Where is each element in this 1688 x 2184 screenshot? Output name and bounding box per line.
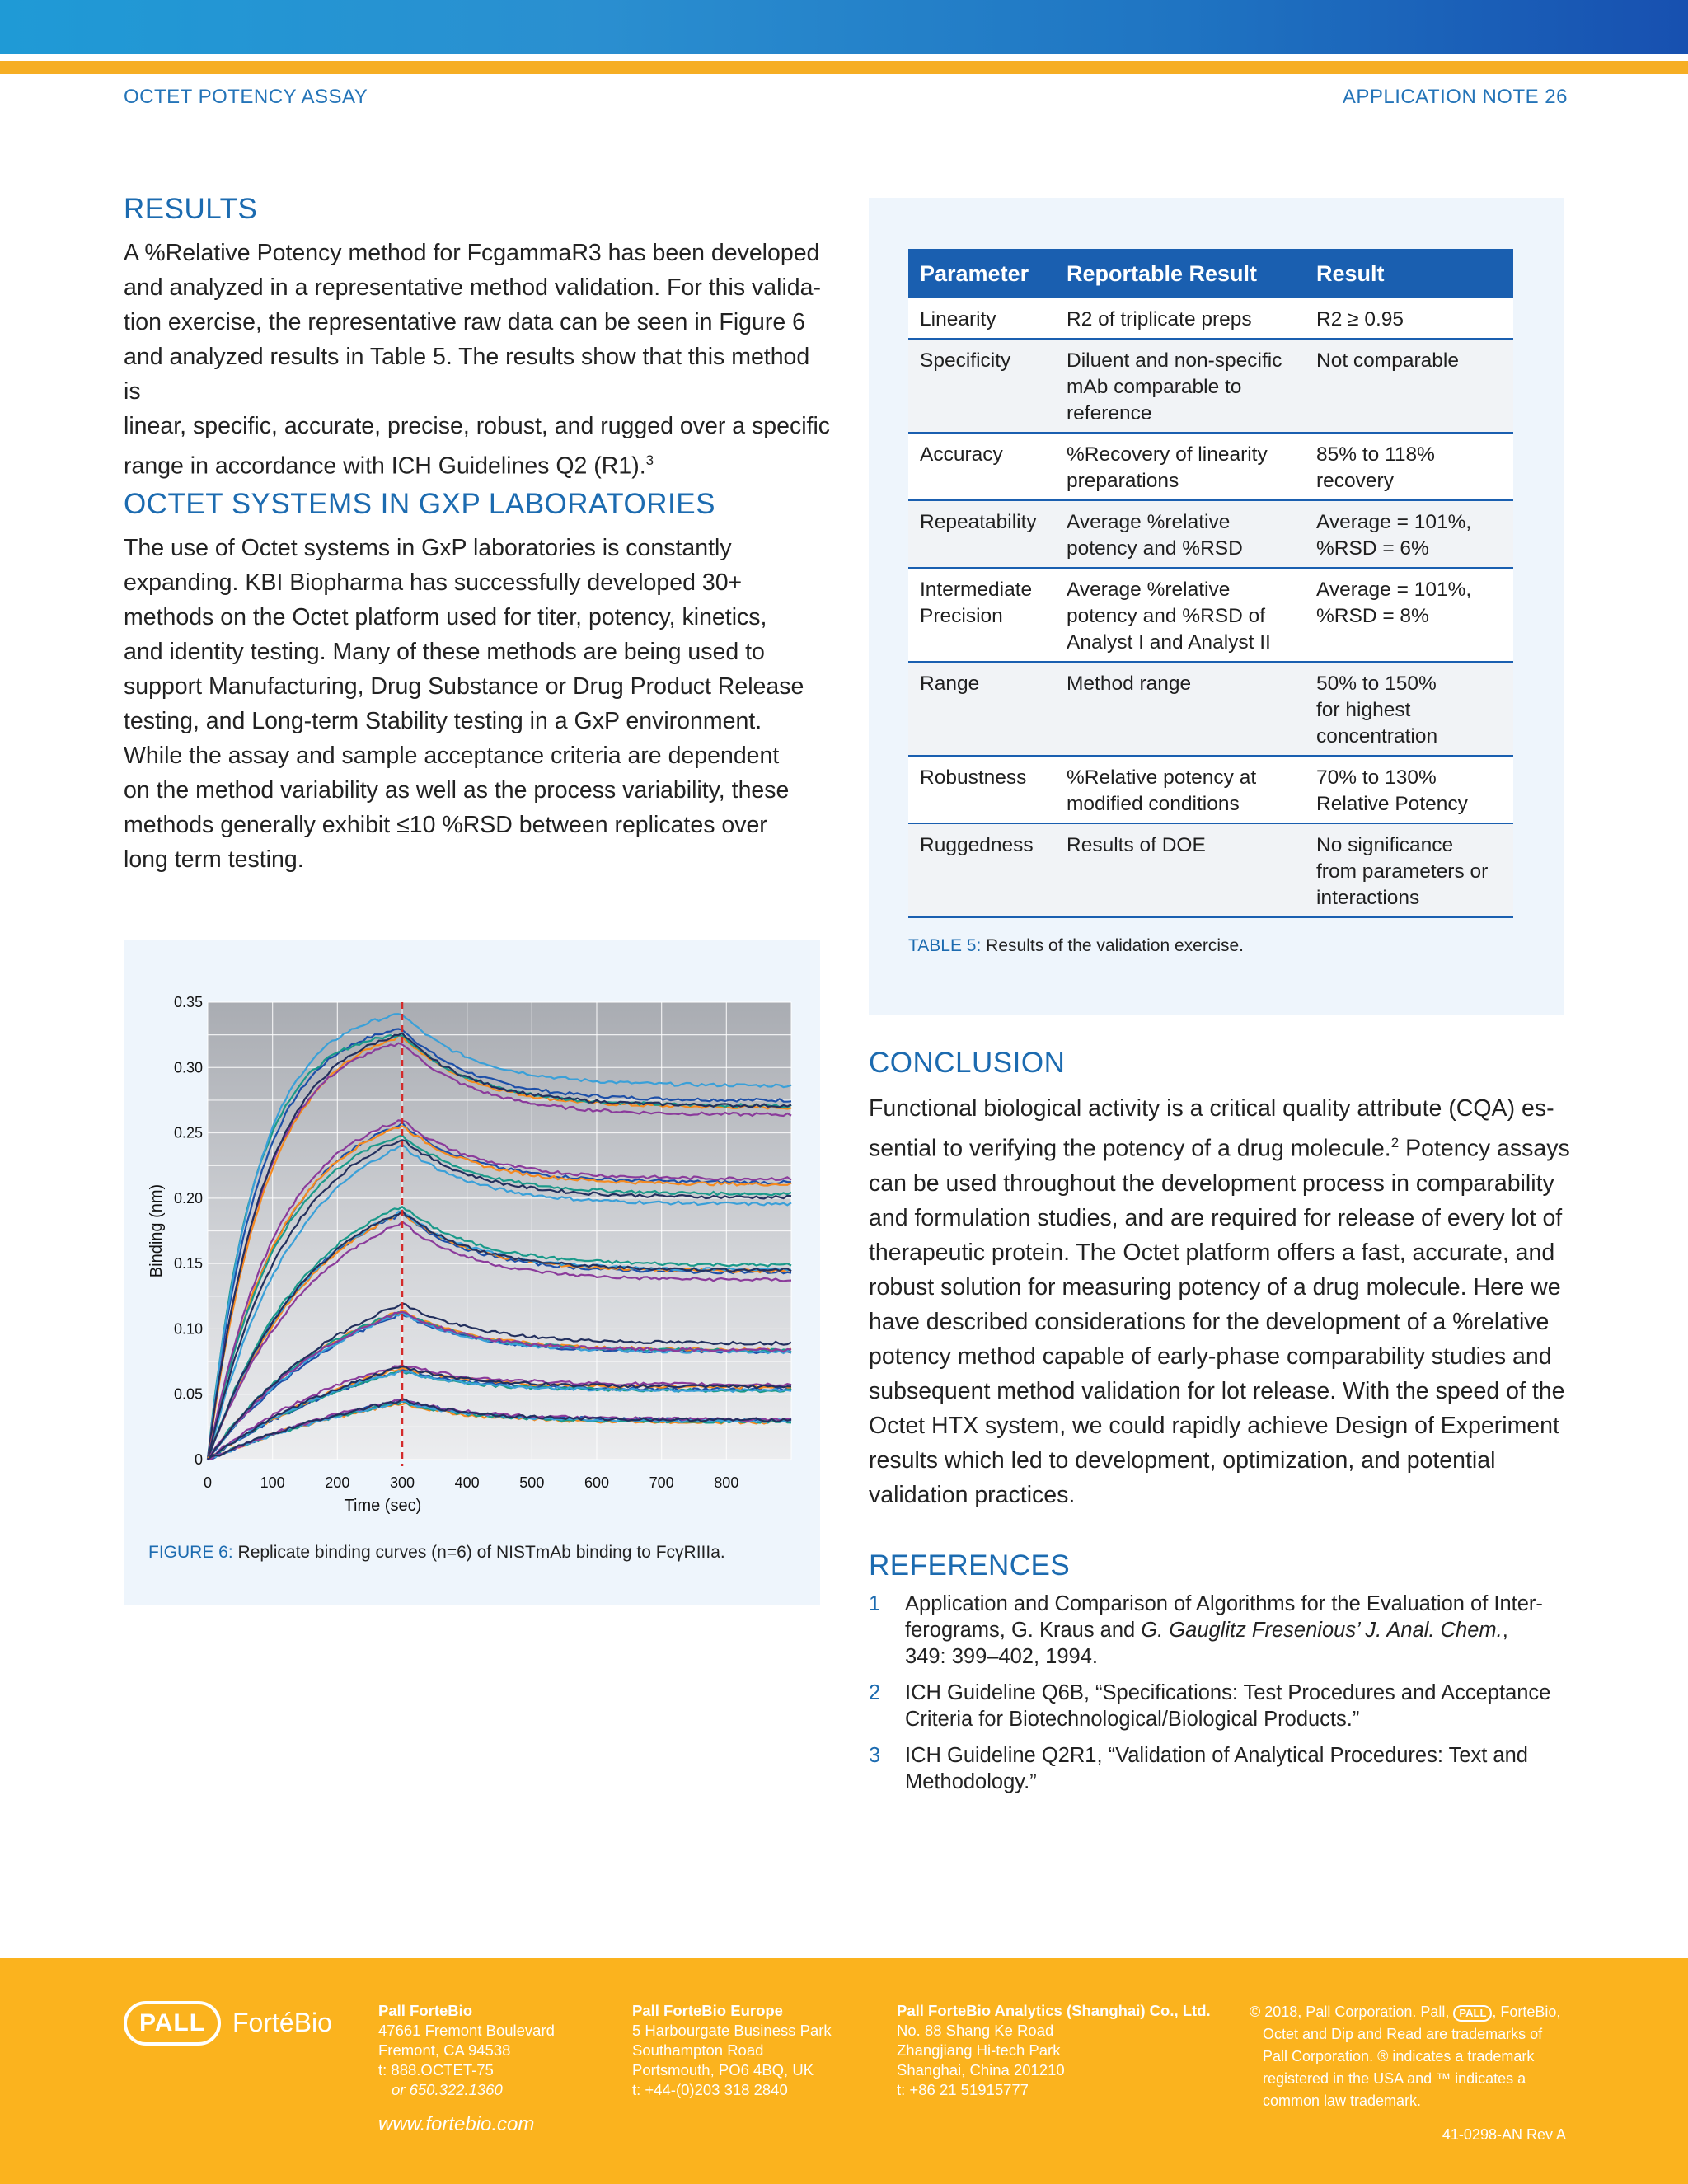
- conclusion-line: have described considerations for the development of a %relative: [869, 1308, 1550, 1335]
- gxp-line: on the method variability as well as the process variability, these: [124, 777, 790, 804]
- y-axis-label: Binding (nm): [148, 1183, 166, 1278]
- figure-panel: [124, 940, 820, 1605]
- table-cell-line: mAb comparable to: [1067, 376, 1242, 398]
- table-cell-line: Intermediate: [920, 579, 1033, 601]
- table-cell-line: Range: [920, 673, 980, 695]
- table-cell-line: R2 ≥ 0.95: [1316, 308, 1404, 330]
- results-heading: RESULTS: [124, 193, 258, 225]
- column-header: Reportable Result: [1055, 249, 1305, 298]
- gxp-line: While the assay and sample acceptance criteria are dependent: [124, 743, 780, 769]
- table-cell-line: Results of DOE: [1067, 834, 1206, 856]
- reference-line: ICH Guideline Q6B, “Specifications: Test Procedures and Acceptance: [905, 1681, 1551, 1704]
- table-cell-reportable: [1055, 568, 1305, 662]
- table-cell-line: Average %relative: [1067, 511, 1231, 533]
- reference-item: [869, 1591, 1578, 1670]
- results-paragraph: [124, 236, 832, 484]
- column-header: Parameter: [908, 249, 1055, 298]
- table-cell-line: 85% to 118%: [1316, 443, 1435, 466]
- column-header: Result: [1305, 249, 1513, 298]
- table-cell-line: %Recovery of linearity: [1067, 443, 1268, 466]
- table-cell-line: interactions: [1316, 887, 1420, 909]
- footer-contact-shanghai: Pall ForteBio Analytics (Shanghai) Co., Ltd. No. 88 Shang Ke Road Zhangjiang Hi-tech Park Shanghai, China 201210 t: +86 21 51915777: [897, 2002, 1211, 2098]
- table-cell-result: [1305, 433, 1513, 500]
- figure-caption-text: Replicate binding curves (n=6) of NISTmAb binding to FcγRIIIa.: [237, 1543, 725, 1562]
- table-cell-reportable: [1055, 339, 1305, 433]
- x-tick-label: 800: [714, 1474, 739, 1491]
- table-cell-line: potency and %RSD of: [1067, 605, 1266, 627]
- footer-contact-us: Pall ForteBio 47661 Fremont Boulevard Fremont, CA 94538 t: 888.OCTET-75 or 650.322.1360: [378, 2002, 555, 2098]
- table-cell-line: Average = 101%,: [1316, 511, 1472, 533]
- validation-table: [908, 249, 1513, 918]
- running-header-left: OCTET POTENCY ASSAY: [124, 86, 368, 108]
- citation-superscript: 2: [1390, 1135, 1400, 1151]
- table-cell-line: from parameters or: [1316, 860, 1489, 883]
- table-row: [908, 433, 1513, 500]
- table-cell-line: Method range: [1067, 673, 1192, 695]
- table-cell-line: Precision: [920, 605, 1003, 627]
- table-row: [908, 662, 1513, 756]
- pall-inline-logo: PALL: [1453, 2005, 1492, 2022]
- table-cell-result: [1305, 756, 1513, 823]
- y-tick-label: 0.35: [173, 994, 203, 1010]
- table-cell-param: [908, 433, 1055, 500]
- table-cell-reportable: [1055, 823, 1305, 917]
- table-row: [908, 298, 1513, 339]
- table-cell-line: preparations: [1067, 470, 1179, 492]
- conclusion-paragraph: [869, 1091, 1578, 1512]
- table-cell-param: [908, 298, 1055, 339]
- top-banner: [0, 0, 1688, 54]
- reference-number: 3: [869, 1744, 881, 1767]
- table-cell-line: Repeatability: [920, 511, 1037, 533]
- results-line: range in accordance with ICH Guidelines Q2 (R1).$^3$: [124, 452, 654, 480]
- x-tick-label: 300: [389, 1474, 415, 1491]
- table-cell-line: Accuracy: [920, 443, 1003, 466]
- y-tick-label: 0.20: [173, 1189, 203, 1207]
- table-cell-line: %RSD = 6%: [1316, 537, 1429, 560]
- table-cell-result: [1305, 339, 1513, 433]
- table-cell-line: %Relative potency at: [1067, 766, 1257, 789]
- figure-caption-label: FIGURE 6:: [148, 1543, 233, 1562]
- table-cell-line: Ruggedness: [920, 834, 1034, 856]
- table-cell-param: [908, 823, 1055, 917]
- table-cell-line: No significance: [1316, 834, 1454, 856]
- website-link[interactable]: www.fortebio.com: [378, 2113, 535, 2135]
- table-cell-param: [908, 756, 1055, 823]
- conclusion-line: sential to verifying the potency of a drug molecule.$^2$ Potency assays: [869, 1135, 1570, 1162]
- results-line: linear, specific, accurate, precise, robust, and rugged over a specific: [124, 413, 831, 439]
- x-tick-label: 0: [203, 1474, 213, 1491]
- reference-line: Criteria for Biotechnological/Biological Products.”: [905, 1708, 1360, 1731]
- x-tick-label: 600: [584, 1474, 610, 1491]
- table-cell-line: Average %relative: [1067, 579, 1231, 601]
- gxp-line: support Manufacturing, Drug Substance or Drug Product Release: [124, 673, 804, 700]
- binding-chart: [124, 940, 820, 1533]
- gxp-line: The use of Octet systems in GxP laboratories is constantly: [124, 535, 732, 561]
- table-cell-line: for highest: [1316, 699, 1411, 721]
- table-cell-param: [908, 568, 1055, 662]
- table-cell-param: [908, 662, 1055, 756]
- conclusion-line: can be used throughout the development process in comparability: [869, 1169, 1554, 1197]
- table-cell-line: %RSD = 8%: [1316, 605, 1429, 627]
- table-row: [908, 756, 1513, 823]
- reference-line: Methodology.”: [905, 1770, 1037, 1793]
- table-header-row: [908, 249, 1513, 298]
- table-row: [908, 500, 1513, 568]
- reference-line: ICH Guideline Q2R1, “Validation of Analytical Procedures: Text and: [905, 1744, 1528, 1767]
- table-row: [908, 823, 1513, 917]
- top-divider-white: [0, 54, 1688, 61]
- table-cell-param: [908, 500, 1055, 568]
- table-cell-reportable: [1055, 433, 1305, 500]
- y-tick-label: 0.30: [173, 1059, 203, 1076]
- gxp-line: testing, and Long-term Stability testing in a GxP environment.: [124, 708, 762, 734]
- y-tick-label: 0.10: [173, 1320, 203, 1338]
- table-cell-line: modified conditions: [1067, 793, 1240, 815]
- conclusion-line: Functional biological activity is a critical quality attribute (CQA) es-: [869, 1095, 1554, 1122]
- table-cell-line: potency and %RSD: [1067, 537, 1243, 560]
- table-cell-line: recovery: [1316, 470, 1394, 492]
- reference-line: 349: 399–402, 1994.: [905, 1645, 1098, 1668]
- table-cell-result: [1305, 662, 1513, 756]
- y-tick-label: 0.05: [173, 1385, 203, 1403]
- table-cell-line: 70% to 130%: [1316, 766, 1437, 789]
- top-divider-yellow: [0, 61, 1688, 74]
- table-cell-line: Linearity: [920, 308, 996, 330]
- table-cell-line: Analyst I and Analyst II: [1067, 631, 1271, 654]
- table-cell-line: Average = 101%,: [1316, 579, 1472, 601]
- running-header-right: APPLICATION NOTE 26: [1342, 86, 1568, 108]
- table-cell-line: R2 of triplicate preps: [1067, 308, 1252, 330]
- gxp-paragraph: [124, 531, 832, 877]
- table-cell-result: [1305, 568, 1513, 662]
- table-caption: [908, 936, 1244, 956]
- table-cell-line: reference: [1067, 402, 1152, 424]
- table-cell-param: [908, 339, 1055, 433]
- table-row: [908, 339, 1513, 433]
- table-caption-label: TABLE 5:: [908, 936, 982, 955]
- reference-item: [869, 1680, 1578, 1732]
- conclusion-line: validation practices.: [869, 1481, 1076, 1508]
- references-list: [869, 1591, 1578, 1795]
- citation-superscript: 3: [645, 452, 654, 468]
- x-tick-label: 200: [325, 1474, 350, 1491]
- x-axis-label: Time (sec): [344, 1497, 422, 1515]
- table-cell-reportable: [1055, 500, 1305, 568]
- y-tick-label: 0: [194, 1451, 203, 1468]
- table-cell-line: Robustness: [920, 766, 1027, 789]
- figure-caption: [148, 1543, 725, 1563]
- table-cell-result: [1305, 823, 1513, 917]
- reference-line: Application and Comparison of Algorithms for the Evaluation of Inter-: [905, 1592, 1543, 1615]
- table-cell-line: Not comparable: [1316, 349, 1459, 372]
- conclusion-line: robust solution for measuring potency of a drug molecule. Here we: [869, 1273, 1561, 1301]
- y-tick-label: 0.15: [173, 1255, 203, 1272]
- conclusion-line: and formulation studies, and are required for release of every lot of: [869, 1204, 1563, 1231]
- x-tick-label: 700: [649, 1474, 674, 1491]
- gxp-line: methods generally exhibit ≤10 %RSD between replicates over: [124, 812, 767, 838]
- table-cell-reportable: [1055, 662, 1305, 756]
- gxp-line: and identity testing. Many of these methods are being used to: [124, 639, 765, 665]
- results-line: tion exercise, the representative raw data can be seen in Figure 6: [124, 309, 805, 335]
- x-tick-label: 500: [519, 1474, 545, 1491]
- reference-number: 2: [869, 1681, 881, 1704]
- results-line: and analyzed results in Table 5. The results show that this method is: [124, 344, 810, 405]
- pall-logo: PALL: [124, 2001, 221, 2046]
- gxp-line: methods on the Octet platform used for titer, potency, kinetics,: [124, 604, 767, 630]
- footer-contact-europe: Pall ForteBio Europe 5 Harbourgate Business Park Southampton Road Portsmouth, PO6 4BQ, UK t: +44-(0)203 318 2840: [632, 2002, 832, 2098]
- table-cell-line: Diluent and non-specific: [1067, 349, 1282, 372]
- conclusion-line: potency method capable of early-phase comparability studies and: [869, 1343, 1552, 1370]
- conclusion-line: Octet HTX system, we could rapidly achieve Design of Experiment: [869, 1412, 1559, 1439]
- conclusion-heading: CONCLUSION: [869, 1047, 1066, 1079]
- table-row: [908, 568, 1513, 662]
- reference-item: [869, 1742, 1578, 1795]
- conclusion-line: subsequent method validation for lot release. With the speed of the: [869, 1377, 1565, 1404]
- references-heading: REFERENCES: [869, 1549, 1071, 1582]
- table-cell-result: [1305, 500, 1513, 568]
- results-line: and analyzed in a representative method validation. For this valida-: [124, 274, 821, 301]
- reference-number: 1: [869, 1592, 881, 1615]
- footer-copyright: © 2018, Pall Corporation. Pall, PALL , ForteBio, Octet and Dip and Read are trademarks of Pall Corporation. ® indicates a trademark registered in the USA and ™ indicates a common law trademark.: [1250, 2004, 1561, 2109]
- y-tick-label: 0.25: [173, 1124, 203, 1141]
- reference-line: ferograms, G. Kraus and G. Gauglitz Fresenious’ J. Anal. Chem.,: [905, 1619, 1508, 1642]
- x-tick-label: 400: [454, 1474, 480, 1491]
- table-cell-line: concentration: [1316, 725, 1438, 748]
- conclusion-line: therapeutic protein. The Octet platform offers a fast, accurate, and: [869, 1239, 1555, 1266]
- table-cell-result: [1305, 298, 1513, 339]
- footer: [0, 1958, 1688, 2184]
- x-tick-label: 100: [260, 1474, 285, 1491]
- gxp-heading: OCTET SYSTEMS IN GXP LABORATORIES: [124, 488, 715, 520]
- table-cell-line: Specificity: [920, 349, 1011, 372]
- table-cell-reportable: [1055, 756, 1305, 823]
- gxp-line: long term testing.: [124, 846, 304, 873]
- table-cell-line: 50% to 150%: [1316, 673, 1437, 695]
- conclusion-line: results which led to development, optimization, and potential: [869, 1446, 1496, 1474]
- results-line: A %Relative Potency method for FcgammaR3 has been developed: [124, 240, 820, 266]
- table-cell-reportable: [1055, 298, 1305, 339]
- fortebio-logo: FortéBio: [232, 2008, 332, 2037]
- table-panel: [869, 198, 1564, 1015]
- document-code: 41-0298-AN Rev A: [1442, 2126, 1566, 2143]
- table-caption-text: Results of the validation exercise.: [986, 936, 1244, 955]
- table-cell-line: Relative Potency: [1316, 793, 1468, 815]
- gxp-line: expanding. KBI Biopharma has successfully developed 30+: [124, 569, 743, 596]
